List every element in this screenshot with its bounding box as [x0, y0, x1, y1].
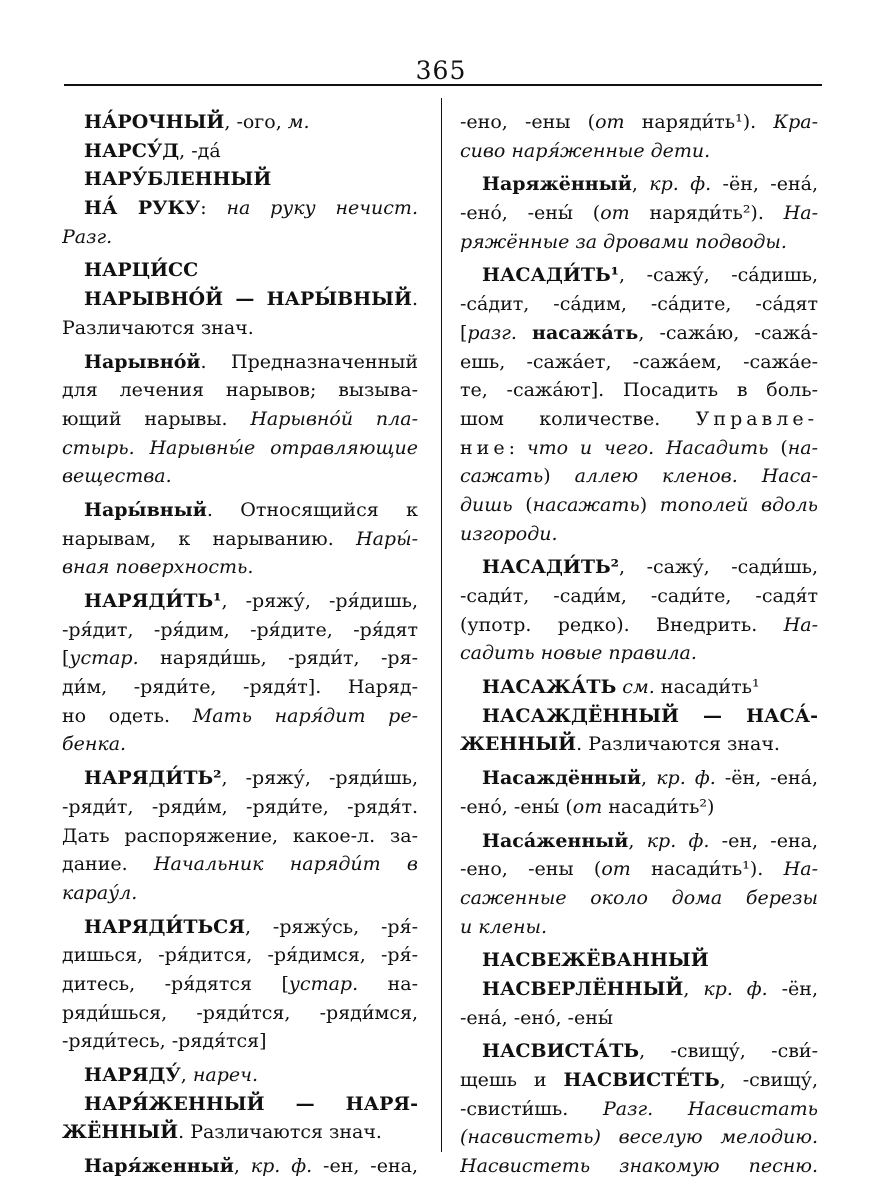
- left-column: [62, 108, 418, 1181]
- headword: НАРЯ́ЖЕННЫЙ — НАРЯ-: [84, 1092, 418, 1115]
- headword: НАРСУ́Д: [84, 139, 180, 162]
- text-line: [460, 434, 818, 463]
- headword: НАСАДИ́ТЬ¹: [482, 264, 620, 287]
- text-line: [460, 855, 818, 884]
- text-segment: ющий нарывы.: [62, 407, 251, 430]
- text-line: [460, 884, 818, 913]
- text-line: [460, 913, 818, 942]
- text-line: [460, 261, 818, 290]
- headword: НАРЯДИ́ТЬСЯ: [84, 915, 246, 938]
- italic-text: Нарывно́й пла-: [250, 407, 418, 430]
- text-line: [62, 194, 418, 223]
- text-segment: (: [512, 493, 533, 516]
- italic-text: дишь: [460, 493, 513, 516]
- text-segment: Дать распоряжение, какое-л. за-: [62, 824, 418, 847]
- text-line: [62, 673, 418, 702]
- text-line: [62, 850, 418, 879]
- text-segment: ,: [628, 829, 647, 852]
- italic-text: Насвистеть знакомую песню.: [460, 1155, 818, 1178]
- italic-text: от: [600, 202, 630, 225]
- text-segment: -ено, -ены (: [460, 111, 596, 133]
- italic-text: от: [595, 111, 625, 133]
- headword: НАСВИСТЕ́ТЬ: [563, 1069, 720, 1091]
- italic-text: Разг. Насвистать: [603, 1097, 818, 1120]
- italic-text: вная поверхность.: [62, 556, 254, 579]
- italic-text: Начальник наряди́т в: [153, 853, 418, 876]
- text-segment: наряди́ть²).: [629, 202, 784, 225]
- text-segment: для лечения нарывов; вызыва-: [62, 379, 418, 402]
- text-segment: дание.: [62, 853, 154, 876]
- headword: НАСАДИ́ТЬ²: [482, 556, 620, 579]
- text-segment: ): [543, 465, 575, 488]
- text-line: [62, 941, 418, 970]
- text-line: [460, 1066, 818, 1095]
- headword: НАСАЖА́ТЬ: [482, 676, 617, 699]
- text-segment: . Различаются знач.: [576, 733, 780, 756]
- text-line: [62, 314, 418, 343]
- text-segment: -ена́, -ено́, -ены́: [460, 1006, 614, 1029]
- italic-text: на-: [787, 436, 818, 459]
- italic-text: нареч.: [192, 1064, 258, 1086]
- text-segment: нарывам, к нарыванию.: [62, 527, 357, 550]
- text-segment: ,: [180, 1064, 193, 1086]
- header-rule: [64, 84, 822, 86]
- text-segment: насади́ть¹: [654, 676, 760, 699]
- headword: Нары́вный: [84, 498, 207, 521]
- italic-text: бенка.: [62, 733, 127, 756]
- text-line: [62, 137, 418, 166]
- text-segment: [: [460, 321, 468, 344]
- text-line: [62, 970, 418, 999]
- text-line: [460, 170, 818, 199]
- text-segment: ди́м, -ряди́те, -рядя́т]. Наряд-: [62, 676, 418, 699]
- text-line: [62, 879, 418, 908]
- italic-text: кр. ф.: [656, 767, 716, 790]
- text-line: [62, 462, 418, 491]
- italic-text: см.: [622, 676, 655, 699]
- text-segment: -ен, -ена,: [709, 829, 818, 852]
- text-segment: -ено́, -ены́ (: [460, 795, 573, 818]
- text-line: [62, 348, 418, 377]
- text-segment: наряди́шь, -ряди́т, -ря-: [138, 647, 418, 670]
- text-segment: Различаются знач.: [62, 316, 254, 339]
- text-segment: -ён,: [767, 977, 818, 1000]
- headword: Наря́женный: [84, 1155, 234, 1178]
- italic-text: кр. ф.: [250, 1155, 313, 1178]
- text-line: [62, 999, 418, 1028]
- text-line: [460, 673, 818, 702]
- text-line: [62, 793, 418, 822]
- text-line: [460, 793, 818, 822]
- text-segment: , -ряжу́, -ря́дишь,: [221, 590, 418, 612]
- text-segment: -ря́дит, -ря́дим, -ря́дите, -ря́дят: [62, 618, 418, 641]
- text-line: [460, 405, 818, 434]
- text-line: [460, 553, 818, 582]
- text-segment: наряди́ть¹).: [624, 111, 774, 133]
- text-segment: (употр. редко). Внедрить.: [460, 613, 784, 636]
- italic-text: тополей вдоль: [659, 493, 818, 516]
- text-line: [460, 827, 818, 856]
- headword: Насаждённый: [482, 767, 642, 790]
- spaced-text: ние: [460, 436, 509, 459]
- text-segment: [517, 322, 532, 344]
- italic-text: аллею кленов. Наса-: [574, 465, 818, 488]
- text-line: [62, 1118, 418, 1147]
- headword: Наса́женный: [482, 829, 629, 852]
- headword: Нарывно́й: [84, 350, 201, 373]
- text-segment: -ён, -ена́,: [715, 767, 818, 790]
- italic-text: садить новые правила.: [460, 642, 697, 665]
- text-line: [62, 1090, 418, 1119]
- headword: НАРУ́БЛЕННЫЙ: [84, 168, 272, 191]
- headword: НАРЯДУ́: [84, 1064, 181, 1086]
- headword: НАРЦИ́СС: [84, 259, 199, 282]
- text-line: [62, 764, 418, 793]
- text-line: [62, 1152, 418, 1181]
- italic-text: кр. ф.: [703, 977, 768, 1000]
- headword: Наряжённый: [482, 173, 632, 196]
- text-line: [62, 165, 418, 194]
- text-line: [460, 348, 818, 377]
- text-line: [62, 434, 418, 463]
- headword: НАСВИСТА́ТЬ: [482, 1040, 640, 1063]
- text-segment: дитесь, -ря́дятся [: [62, 972, 289, 995]
- text-line: [62, 616, 418, 645]
- text-segment: , -ряжу́сь, -ря́-: [245, 915, 418, 938]
- text-line: [460, 946, 818, 975]
- headword: ЖЕННЫЙ: [460, 733, 577, 756]
- text-line: [460, 491, 818, 520]
- italic-text: Кра-: [773, 111, 818, 133]
- text-line: [460, 462, 818, 491]
- italic-text: разг.: [467, 321, 517, 344]
- text-line: [62, 553, 418, 582]
- text-line: [62, 496, 418, 525]
- text-segment: -ено́, -ены́ (: [460, 202, 601, 225]
- text-segment: , -ряжу́, -ряди́шь,: [221, 767, 418, 790]
- text-line: [62, 644, 418, 673]
- text-segment: -ён, -ена́,: [711, 173, 818, 196]
- text-segment: , -ого,: [224, 111, 288, 133]
- italic-text: Нары́-: [356, 527, 418, 550]
- text-segment: на-: [358, 972, 418, 995]
- italic-text: Мать наря́дит ре-: [192, 704, 418, 727]
- headword: НАСВЕЖЁВАННЫЙ: [482, 949, 709, 972]
- text-segment: ): [639, 493, 660, 516]
- italic-text: на руку нечист.: [226, 197, 418, 220]
- text-segment: :: [200, 197, 227, 220]
- text-segment: щешь и: [460, 1069, 564, 1091]
- text-line: [62, 913, 418, 942]
- text-segment: насади́ть¹).: [630, 858, 784, 881]
- text-line: [460, 290, 818, 319]
- text-line: [460, 764, 818, 793]
- text-line: [460, 1095, 818, 1124]
- text-line: [460, 376, 818, 405]
- text-line: [62, 730, 418, 759]
- text-line: [62, 108, 418, 137]
- text-segment: , -сажа́ю, -сажа́-: [638, 321, 818, 344]
- text-segment: -ено, -ены (: [460, 858, 602, 881]
- italic-text: На-: [783, 202, 818, 225]
- text-segment: (: [768, 436, 788, 459]
- page-number: 365: [415, 56, 467, 85]
- text-segment: те, -сажа́ют]. Посадить в боль-: [460, 379, 818, 402]
- text-segment: -ряди́тесь, -рядя́тся]: [62, 1030, 267, 1053]
- headword: НАРЫВНО́Й — НАРЫ́ВНЫЙ: [84, 288, 412, 311]
- text-segment: но одеть.: [62, 704, 193, 727]
- text-segment: -сади́т, -сади́м, -сади́те, -садя́т: [460, 585, 818, 607]
- italic-text: устар.: [69, 647, 139, 670]
- headword: ЖЁННЫЙ: [62, 1121, 179, 1144]
- text-line: [62, 223, 418, 252]
- italic-text: карау́л.: [62, 881, 138, 904]
- text-segment: ,: [233, 1155, 251, 1178]
- text-segment: , -сажу́, -са́дишь,: [619, 264, 818, 287]
- text-line: [460, 730, 818, 759]
- italic-text: от: [572, 795, 603, 818]
- text-segment: -ряди́т, -ряди́м, -ряди́те, -рядя́т.: [62, 795, 418, 818]
- text-line: [460, 137, 818, 166]
- text-line: [460, 611, 818, 640]
- headword: НА́ РУКУ: [84, 197, 201, 220]
- text-line: [460, 582, 818, 611]
- text-line: [460, 1004, 818, 1033]
- text-line: [460, 1152, 818, 1181]
- text-segment: , -сажу́, -сади́шь,: [619, 556, 818, 579]
- text-line: [62, 405, 418, 434]
- text-line: [460, 1123, 818, 1152]
- text-line: [460, 702, 818, 731]
- text-segment: ,: [641, 767, 657, 790]
- text-segment: ,: [683, 977, 704, 1000]
- text-segment: . Относящийся к: [206, 498, 418, 521]
- italic-text: Разг.: [62, 225, 113, 248]
- text-line: [460, 108, 818, 137]
- text-line: [460, 520, 818, 549]
- text-line: [460, 199, 818, 228]
- italic-text: изгороди.: [460, 522, 558, 545]
- headword: НАСАЖДЁННЫЙ — НАСА́-: [482, 704, 818, 727]
- headword: НА́РОЧНЫЙ: [84, 111, 225, 133]
- text-segment: , -свищу́,: [719, 1069, 818, 1091]
- italic-text: На-: [783, 858, 818, 881]
- text-segment: .: [411, 288, 418, 311]
- italic-text: кр. ф.: [649, 173, 712, 196]
- spaced-text: Управле-: [695, 407, 818, 430]
- text-line: [460, 228, 818, 257]
- right-column: [460, 108, 818, 1181]
- headword: насажа́ть: [532, 321, 639, 344]
- italic-text: от: [601, 858, 631, 881]
- text-segment: , -свищу́, -сви́-: [639, 1040, 818, 1063]
- italic-text: сиво наря́женные дети.: [460, 139, 711, 162]
- text-segment: ,: [631, 173, 650, 196]
- text-segment: , -да́: [179, 139, 221, 162]
- text-line: [62, 822, 418, 851]
- text-line: [62, 702, 418, 731]
- headword: НАРЯДИ́ТЬ²: [84, 767, 222, 790]
- text-segment: ешь, -сажа́ет, -сажа́ем, -сажа́е-: [460, 350, 818, 373]
- italic-text: На-: [783, 613, 818, 636]
- italic-text: вещества.: [62, 465, 172, 488]
- text-line: [62, 1061, 418, 1090]
- italic-text: устар.: [288, 972, 359, 995]
- text-segment: :: [508, 436, 527, 459]
- column-divider: [441, 98, 442, 1152]
- italic-text: (насвистеть) веселую мелодию.: [460, 1126, 818, 1149]
- italic-text: стырь. Нарывны́е отравляющие: [62, 436, 418, 459]
- text-segment: насади́ть²): [602, 795, 715, 818]
- text-segment: ряди́шься, -ряди́тся, -ряди́мся,: [62, 1001, 418, 1024]
- text-segment: . Различаются знач.: [178, 1121, 382, 1144]
- italic-text: насажать: [532, 493, 640, 516]
- text-line: [460, 639, 818, 668]
- headword: НАРЯДИ́ТЬ¹: [84, 590, 222, 612]
- italic-text: кр. ф.: [646, 829, 710, 852]
- text-segment: дишься, -ря́дится, -ря́димся, -ря́-: [62, 944, 418, 967]
- text-segment: -са́дит, -са́дим, -са́дите, -са́дят: [460, 293, 818, 316]
- italic-text: ряжённые за дровами подводы.: [460, 230, 787, 253]
- italic-text: саженные около дома березы: [460, 886, 818, 909]
- text-segment: шом количестве.: [460, 407, 696, 430]
- text-line: [460, 1037, 818, 1066]
- text-line: [460, 319, 818, 348]
- text-line: [62, 256, 418, 285]
- text-line: [62, 285, 418, 314]
- text-segment: -свисти́шь.: [460, 1097, 603, 1120]
- italic-text: и клены.: [460, 915, 547, 938]
- italic-text: что и чего. Насадить: [526, 436, 769, 459]
- text-line: [62, 525, 418, 554]
- text-line: [62, 1027, 418, 1056]
- italic-text: сажать: [460, 465, 544, 488]
- text-segment: . Предназначенный: [200, 350, 418, 373]
- text-segment: [: [62, 647, 70, 670]
- text-line: [62, 587, 418, 616]
- headword: НАСВЕРЛЁННЫЙ: [482, 977, 684, 1000]
- text-line: [62, 376, 418, 405]
- text-line: [460, 975, 818, 1004]
- text-segment: -ен, -ена,: [312, 1155, 418, 1178]
- italic-text: м.: [287, 111, 310, 133]
